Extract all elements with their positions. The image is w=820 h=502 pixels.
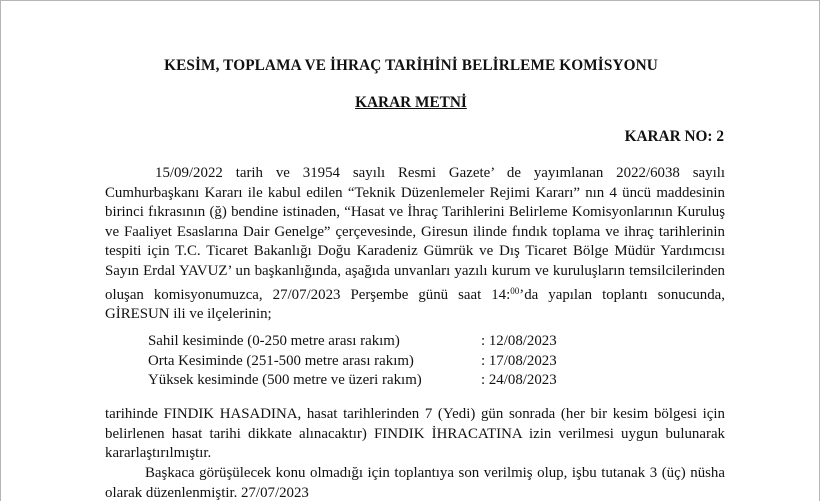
- date-row-orta: [148, 352, 588, 372]
- date-label: Sahil kesiminde (0-250 metre arası rakım): [148, 333, 400, 349]
- date-row-yuksek: [148, 371, 588, 391]
- document-subtitle: KARAR METNİ: [355, 94, 467, 111]
- date-label: Yüksek kesiminde (500 metre ve üzeri rakım): [148, 372, 422, 389]
- paragraph-decision: tarihinde FINDIK HASADINA, hasat tarihlerinden 7 (Yedi) gün sonrada (her bir kesim bölgesi için belirlenen hasat tarihi dikkate alınacaktır) FINDIK İHRACATINA izin verilmesi uygun bulunarak kararlaştırılmıştır.: [105, 406, 725, 462]
- date-value: : 17/08/2023: [481, 352, 557, 369]
- paragraph-closing: Başkaca görüşülecek konu olmadığı için toplantıya son verilmiş olup, işbu tutanak 3 (üç) nüsha olarak düzenlenmiştir. 27/07/2023: [105, 465, 725, 501]
- paragraph-intro-text: 15/09/2022 tarih ve 31954 sayılı Resmi Gazete’ de yayımlanan 2022/6038 sayılı Cumhurbaşkanı Kararı ile kabul edilen “Teknik Düzenlemeler Rejimi Kararı” nın 4 üncü maddesinin birinci fıkrasının (ğ) bendine istinaden, “Hasat ve İhraç Tarihlerini Belirleme Komisyonlarının Kuruluş ve Faaliyet Esaslarına Dair Genelge” çerçevesinde, Giresun ilinde fındık toplama ve ihraç tarihlerinin tespiti için T.C. Ticaret Bakanlığı Doğu Karadeniz Gümrük ve Dış Ticaret Bölge Müdür Yardımcısı Sayın Erdal YAVUZ’ un başkanlığında, aşağıda unvanları yazılı kurum ve kuruluşların temsilcilerinden oluşan komisyonumuzca, 27/07/2023 Perşembe günü saat 14:: [105, 165, 725, 303]
- date-label: Orta Kesiminde (251-500 metre arası rakım): [148, 352, 414, 369]
- paragraph-intro: [105, 164, 725, 325]
- document-page: [1, 1, 820, 501]
- date-row-sahil: [148, 332, 588, 352]
- harvest-dates-list: [148, 332, 588, 391]
- document-title: KESİM, TOPLAMA VE İHRAÇ TARİHİNİ BELİRLEME KOMİSYONU: [164, 57, 658, 74]
- date-value: : 24/08/2023: [481, 372, 557, 389]
- time-superscript: 00: [510, 285, 520, 296]
- decision-number: KARAR NO: 2: [624, 128, 724, 145]
- date-value: : 12/08/2023: [481, 333, 557, 349]
- paragraph-intro-text-end: ’da yapılan toplantı sonucunda, GİRESUN ili ve ilçelerinin;: [105, 286, 725, 323]
